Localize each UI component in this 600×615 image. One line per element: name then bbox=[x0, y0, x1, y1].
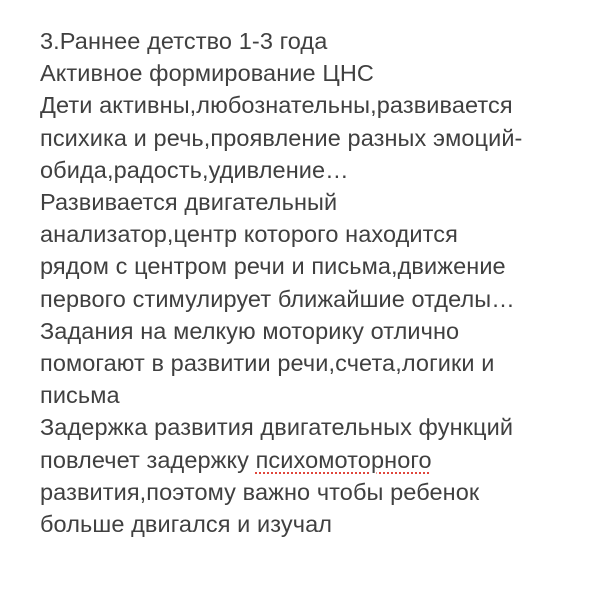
note-line-14-text: повлечет задержку bbox=[40, 446, 256, 473]
note-line-14 bbox=[40, 444, 580, 476]
note-line-5: обида,радость,удивление… bbox=[40, 156, 349, 183]
note-line-9: первого стимулирует ближайшие отделы… bbox=[40, 285, 515, 312]
note-line-11: помогают в развитии речи,счета,логики и bbox=[40, 350, 495, 377]
note-body-text[interactable] bbox=[40, 25, 580, 540]
note-line-15: развития,поэтому важно чтобы ребенок bbox=[40, 478, 480, 505]
note-line-2: Активное формирование ЦНС bbox=[40, 60, 374, 87]
note-line-10: Задания на мелкую моторику отлично bbox=[40, 317, 460, 344]
note-line-6: Развивается двигательный bbox=[40, 189, 338, 216]
note-line-7: анализатор,центр которого находится bbox=[40, 221, 458, 248]
note-line-4: психика и речь,проявление разных эмоций- bbox=[40, 124, 523, 151]
note-line-13: Задержка развития двигательных функций bbox=[40, 414, 514, 441]
note-line-8: рядом с центром речи и письма,движение bbox=[40, 253, 506, 280]
spellcheck-misspelled-word[interactable]: психомоторного bbox=[255, 446, 432, 473]
note-line-1: 3.Раннее детство 1-3 года bbox=[40, 28, 328, 54]
note-line-3: Дети активны,любознательны,развивается bbox=[40, 92, 513, 119]
note-line-16: больше двигался и изучал bbox=[40, 511, 333, 538]
note-line-12: письма bbox=[40, 382, 120, 409]
